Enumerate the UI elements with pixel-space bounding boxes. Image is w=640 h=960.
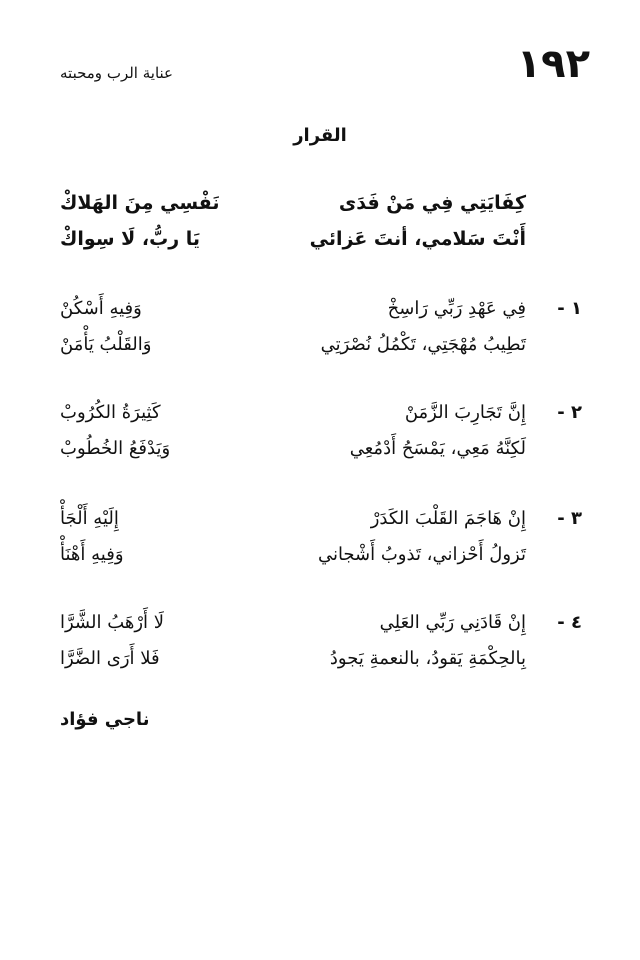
verse-second-hemistich: كَثِيرَةُ الكُرُوبْ [60,402,161,423]
verse-second-hemistich: وَيَدْفَعُ الخُطُوبْ [60,438,171,459]
verse-second-hemistich: فَلا أَرَى الضَّرَّا [60,648,160,669]
verse-first-hemistich: بِالحِكْمَةِ يَقودُ، بالنعمةِ يَجودُ [329,648,526,669]
chorus-line [60,192,582,228]
book-title: عناية الرب ومحبته [60,64,173,82]
verse-line [60,508,582,544]
stanza-3 [60,508,582,580]
verse-line [60,298,582,334]
verse-second-hemistich: وَفِيهِ أَسْكُنْ [60,298,142,319]
section-title: القرار [293,125,347,146]
verse-line [60,648,582,684]
chorus-line [60,228,582,264]
stanza-1 [60,298,582,370]
chorus [60,192,582,264]
chorus-second-hemistich: يَا ربُّ، لَا سِواكْ [60,228,201,250]
verse-line [60,544,582,580]
chorus-first-hemistich: أَنْتَ سَلامي، أنتَ عَزائي [309,228,526,250]
verse-second-hemistich: وَالقَلْبُ يَأْمَنْ [60,334,152,355]
stanza-4 [60,612,582,684]
verse-second-hemistich: إِلَيْهِ أَلْجَأْ [60,508,119,529]
chorus-first-hemistich: كِفَايَتِي فِي مَنْ فَدَى [338,192,526,214]
verse-second-hemistich: لَا أَرْهَبُ الشَّرَّا [60,612,165,633]
stanza-2 [60,402,582,474]
page-number: ١٩٢ [516,41,590,87]
verse-first-hemistich: إِنْ هَاجَمَ القَلْبَ الكَدَرْ [370,508,526,529]
author-name: ناجي فؤاد [60,709,150,730]
verse-first-hemistich: فِي عَهْدِ رَبِّي رَاسِخْ [387,298,526,319]
verse-first-hemistich: تَزولُ أَحْزاني، تَذوبُ أَشْجاني [317,544,526,565]
chorus-second-hemistich: نَفْسِي مِنَ الهَلاكْ [60,192,220,214]
verse-first-hemistich: لَكِنَّهُ مَعِي، يَمْسَحُ أَدْمُعِي [349,438,526,459]
verse-first-hemistich: إِنَّ تَجَارِبَ الزَّمَنْ [404,402,526,423]
verse-line [60,612,582,648]
verse-line [60,334,582,370]
stanza-number: ٢ - [557,402,582,423]
verse-first-hemistich: تَطِيبُ مُهْجَتِي، تَكْمُلُ نُصْرَتِي [320,334,526,355]
stanza-number: ٤ - [557,612,582,633]
verse-line [60,438,582,474]
verse-line [60,402,582,438]
verse-second-hemistich: وَفِيهِ أَهْنَأْ [60,544,124,565]
verse-first-hemistich: إِنْ قَادَنِي رَبِّي العَلِي [379,612,526,633]
stanza-number: ٣ - [557,508,582,529]
stanza-number: ١ - [557,298,582,319]
